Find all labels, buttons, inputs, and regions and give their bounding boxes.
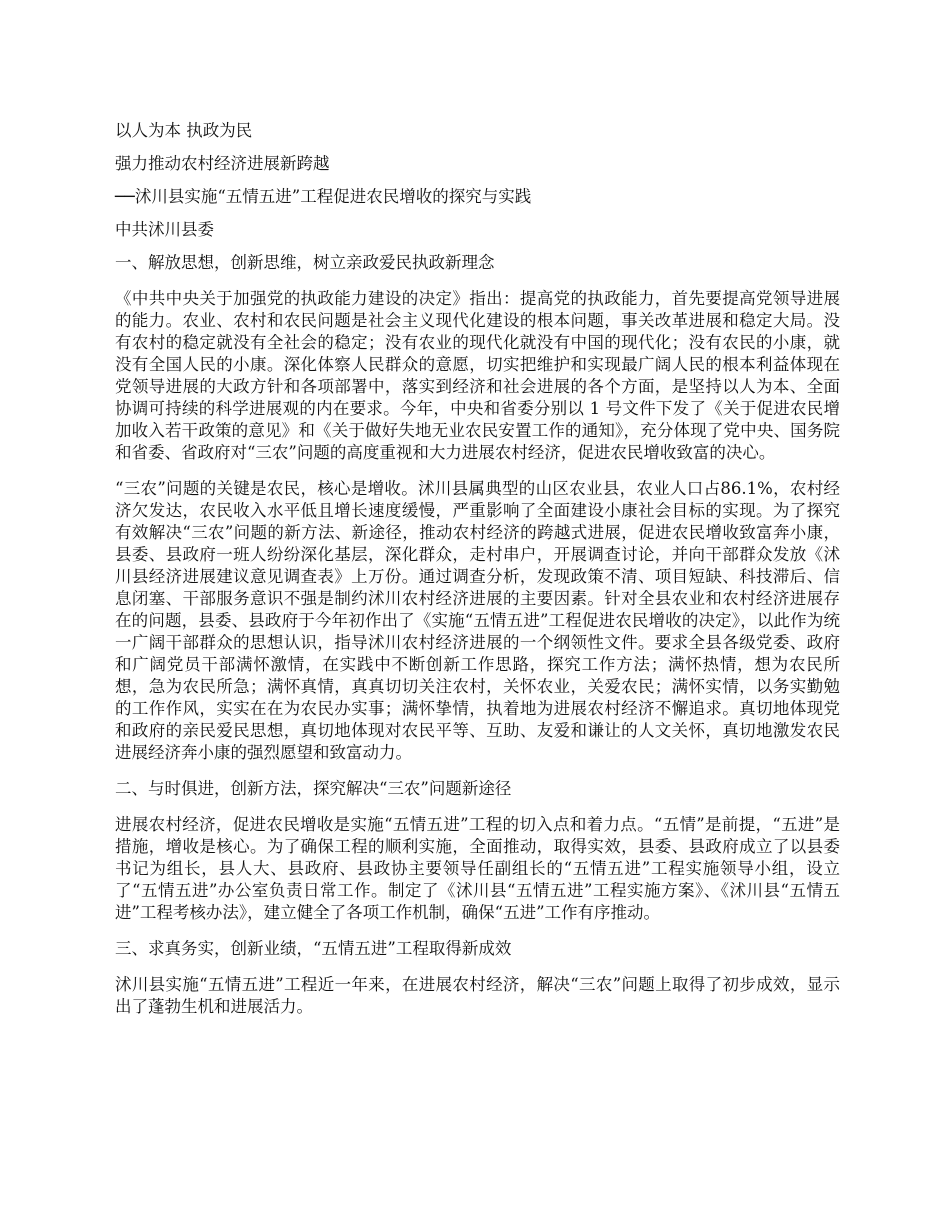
section-2-paragraph-1: 进展农村经济，促进农民增收是实施“五情五进”工程的切入点和着力点。“五情”是前提，“五进”是措施，增收是核心。为了确保工程的顺利实施，全面推动，取得实效，县委、县政府成立了以县委书记为组长，县人大、县政府、县政协主要领导任副组长的“五情五进”工程实施领导小组，设立了“五情五进”办公室负责日常工作。制定了《沭川县“五情五进”工程实施方案》、《沭川县“五情五进”工程考核办法》，建立健全了各项工作机制，确保“五进”工作有序推动。 xyxy=(115,815,840,922)
subtitle: ──沭川县实施“五情五进”工程促进农民增收的探究与实践 xyxy=(115,187,532,206)
section-1-paragraph-1: 《中共中央关于加强党的执政能力建设的决定》指出：提高党的执政能力，首先要提高党领导进展的能力。农业、农村和农民问题是社会主义现代化建设的根本问题，事关改革进展和稳定大局。没有农村的稳定就没有全社会的稳定；没有农业的现代化就没有中国的现代化；没有农民的小康，就没有全国人民的小康。深化体察人民群众的意愿，切实把维护和实现最广阔人民的根本利益体现在党领导进展的大政方针和各项部署中，落实到经济和社会进展的各个方面，是坚持以人为本、全面协调可持续的科学进展观的内在要求。今年，中央和省委分别以 1 号文件下发了《关于促进农民增加收入若干政策的意见》和《关于做好失地无业农民安置工作的通知》，充分体现了党中央、国务院和省委、省政府对“三农”问题的高度重视和大力进展农村经济，促进农民增收致富的决心。 xyxy=(115,289,840,462)
title-line-1: 以人为本 执政为民 xyxy=(115,121,253,140)
document-body xyxy=(115,120,840,1032)
section-3-paragraph-1: 沭川县实施“五情五进”工程近一年来，在进展农村经济，解决“三农”问题上取得了初步成效，显示出了蓬勃生机和进展活力。 xyxy=(115,975,840,1016)
title-line-2: 强力推动农村经济进展新跨越 xyxy=(115,154,330,173)
section-1-paragraph-2: “三农”问题的关键是农民，核心是增收。沭川县属典型的山区农业县，农业人口占86.1%，农村经济欠发达，农民收入水平低且增长速度缓慢，严重影响了全面建设小康社会目标的实现。为了探究有效解决“三农”问题的新方法、新途径，推动农村经济的跨越式进展，促进农民增收致富奔小康，县委、县政府一班人纷纷深化基层，深化群众，走村串户，开展调查讨论，并向干部群众发放《沭川县经济进展建议意见调查表》上万份。通过调查分析，发现政策不清、项目短缺、科技滞后、信息闭塞、干部服务意识不强是制约沭川农村经济进展的主要因素。针对全县农业和农村经济进展存在的问题，县委、县政府于今年初作出了《实施“五情五进”工程促进农民增收的决定》，以此作为统一广阔干部群众的思想认识，指导沭川农村经济进展的一个纲领性文件。要求全县各级党委、政府和广阔党员干部满怀激情，在实践中不断创新工作思路，探究工作方法；满怀热情，想为农民所想，急为农民所急；满怀真情，真真切切关注农村，关怀农业，关爱农民；满怀实情，以务实勤勉的工作作风，实实在在为农民办实事；满怀挚情，执着地为进展农村经济不懈追求。真切地体现党和政府的亲民爱民思想，真切地体现对农民平等、互助、友爱和谦让的人文关怀，真切地激发农民进展经济奔小康的强烈愿望和致富动力。 xyxy=(115,479,840,762)
section-3-heading: 三、求真务实，创新业绩，“五情五进”工程取得新成效 xyxy=(115,939,512,958)
author: 中共沭川县委 xyxy=(115,220,214,239)
section-2-heading: 二、与时俱进，创新方法，探究解决“三农”问题新途径 xyxy=(115,779,512,798)
section-1-heading: 一、解放思想，创新思维，树立亲政爱民执政新理念 xyxy=(115,253,495,272)
